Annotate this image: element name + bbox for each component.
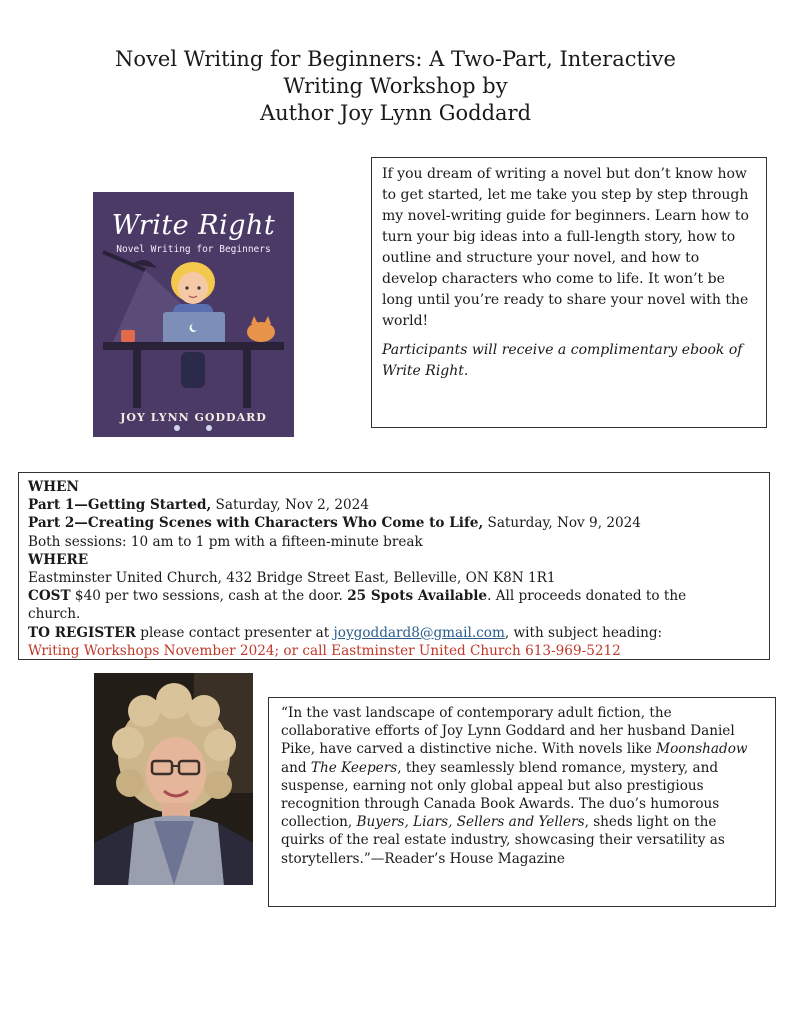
- part-1-line: [28, 496, 769, 514]
- page-title: [40, 46, 751, 127]
- part-2-label: Part 2—Creating Scenes with Characters Who Come to Life,: [28, 515, 484, 532]
- review-title-buyers: Buyers, Liars, Sellers and Yellers: [356, 814, 585, 831]
- register-text: please contact presenter at: [135, 624, 334, 641]
- spots-available: 25 Spots Available: [347, 588, 488, 605]
- cost-line: [28, 587, 769, 605]
- ebook-note: Participants will receive a complimentary ebook of Write Right.: [382, 342, 743, 379]
- when-heading: WHEN: [28, 479, 79, 495]
- location-line: Eastminster United Church, 432 Bridge Street East, Belleville, ON K8N 1R1: [28, 570, 556, 587]
- review-text-4: , sheds light on the quirks of the real estate industry, showcasing their versatility as storytellers.”—Reader’s House Magazine: [281, 814, 725, 867]
- part-2-date: Saturday, Nov 9, 2024: [483, 515, 641, 532]
- subject-line: Writing Workshops November 2024; or call Eastminster United Church 613-969-5212: [28, 642, 621, 659]
- cost-label: COST: [28, 588, 71, 605]
- book-subtitle: Novel Writing for Beginners: [116, 244, 271, 255]
- part-1-label: Part 1—Getting Started,: [28, 497, 212, 514]
- review-text-3: , they seamlessly blend romance, mystery, and suspense, earning not only global appeal but also prestigious recognition through Canada Book Awards. The duo’s humorous collection,: [281, 759, 720, 831]
- register-after: , with subject heading:: [504, 624, 663, 641]
- title-line-2: Writing Workshop by: [283, 74, 508, 98]
- review-quote: [281, 704, 763, 868]
- where-heading: WHERE: [28, 551, 89, 568]
- review-box: [268, 697, 776, 907]
- email-link[interactable]: joygoddard8@gmail.com: [333, 624, 505, 641]
- author-photo-illustration: [94, 673, 253, 885]
- title-line-1: Novel Writing for Beginners: A Two-Part, Interactive: [115, 47, 676, 71]
- part-2-line: [28, 514, 769, 532]
- intro-box: [371, 157, 767, 428]
- intro-paragraph: If you dream of writing a novel but don’t know how to get started, let me take you step by step through my novel-writing guide for beginners. Learn how to turn your big ideas into a full-length story, how to outline and structure your novel, and how to develop characters who come to life. It won’t be long until you’re ready to share your novel with the world!: [382, 166, 749, 329]
- review-text-1: “In the vast landscape of contemporary adult fiction, the collaborative efforts of Joy Lynn Goddard and her husband Daniel Pike, have carved a distinctive niche. With novels like: [281, 705, 735, 758]
- review-title-keepers: The Keepers: [310, 759, 398, 776]
- part-1-date: Saturday, Nov 2, 2024: [211, 497, 369, 514]
- register-label: TO REGISTER: [28, 624, 136, 641]
- proceeds-text: . All proceeds donated to the: [487, 588, 687, 605]
- sessions-line: Both sessions: 10 am to 1 pm with a fifteen-minute break: [28, 533, 423, 550]
- title-line-3: Author Joy Lynn Goddard: [259, 101, 532, 125]
- proceeds-line-2: church.: [28, 606, 81, 623]
- cost-text: $40 per two sessions, cash at the door.: [70, 588, 348, 605]
- book-author: JOY LYNN GODDARD: [120, 411, 267, 424]
- review-text-2: and: [281, 759, 311, 776]
- event-details-box: [18, 472, 770, 660]
- author-photo: [94, 673, 253, 885]
- book-cover: [93, 192, 294, 437]
- book-title: Write Right: [111, 210, 276, 241]
- register-line: [28, 624, 769, 642]
- review-title-moonshadow: Moonshadow: [656, 741, 748, 758]
